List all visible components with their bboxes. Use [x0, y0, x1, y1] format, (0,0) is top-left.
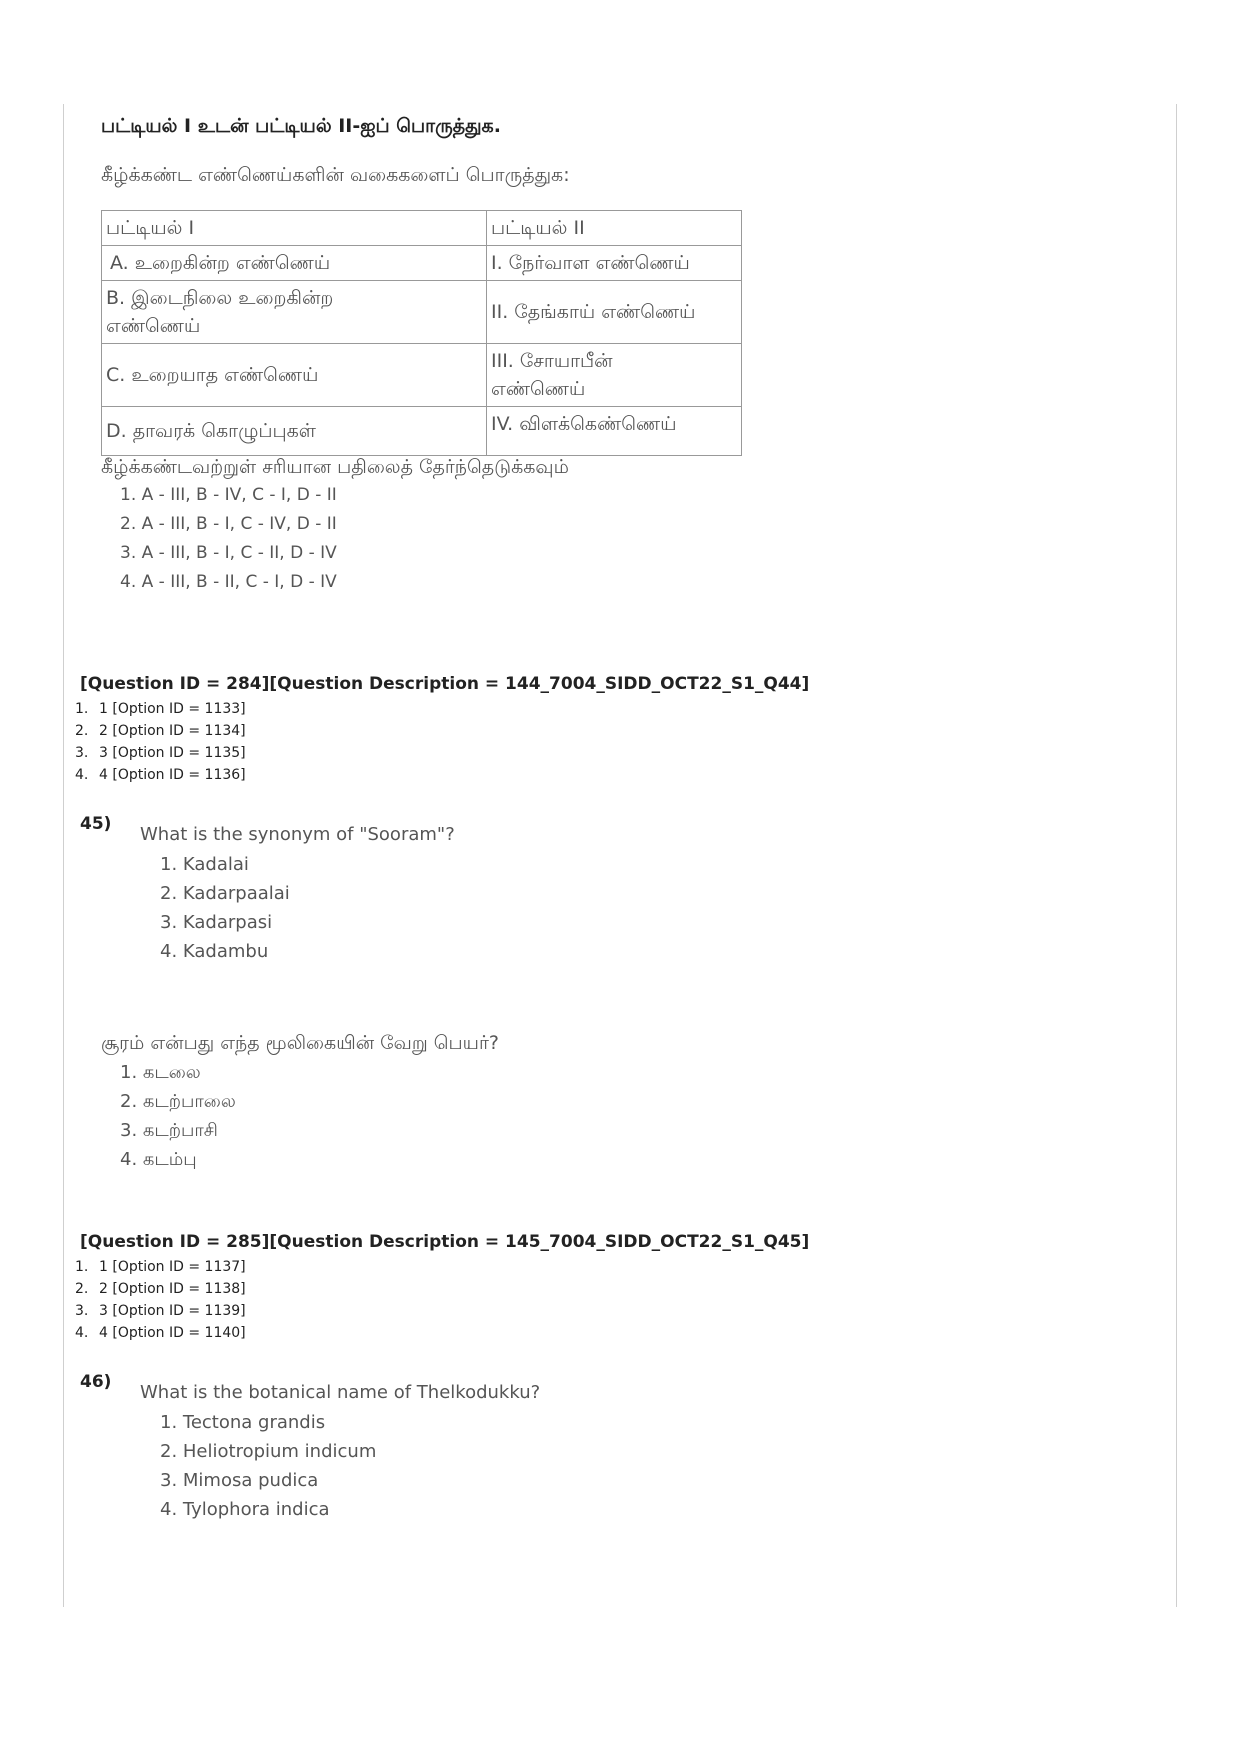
table-cell: [102, 281, 487, 344]
question-instruction: கீழ்க்கண்டவற்றுள் சரியான பதிலைத் தேர்ந்தெடுக்கவும்: [101, 456, 569, 478]
question-meta-title: [Question ID = 284][Question Description = 144_7004_SIDD_OCT22_S1_Q44]: [80, 674, 810, 694]
table-cell: D. தாவரக் கொழுப்புகள்: [102, 407, 487, 456]
option-id-item: [75, 720, 809, 742]
table-cell: [487, 344, 742, 407]
answer-choice: 1. கடலை: [120, 1062, 201, 1083]
option-id-text: 3 [Option ID = 1139]: [99, 1303, 246, 1319]
table-header-cell: பட்டியல் II: [487, 211, 742, 246]
table-header-cell: பட்டியல் I: [102, 211, 487, 246]
answer-choice: 1. Tectona grandis: [160, 1412, 326, 1433]
right-margin-line: [1176, 104, 1177, 1607]
option-number: 4.: [75, 767, 89, 783]
question-meta: [75, 1228, 810, 1344]
answer-choices: [120, 481, 337, 597]
table-cell: I. நேர்வாள எண்ணெய்: [487, 246, 742, 281]
answer-choice: 2. Kadarpaalai: [160, 883, 290, 904]
answer-choice: 3. A - III, B - I, C - II, D - IV: [120, 543, 337, 563]
option-number: 3.: [75, 745, 89, 761]
answer-choice: 4. Tylophora indica: [160, 1499, 330, 1520]
option-id-text: 4 [Option ID = 1140]: [99, 1325, 246, 1341]
table-row: [102, 407, 742, 456]
option-number: 1.: [75, 1259, 89, 1275]
option-id-text: 2 [Option ID = 1134]: [99, 723, 246, 739]
option-id-item: [75, 764, 809, 786]
option-number: 4.: [75, 1325, 89, 1341]
option-id-item: [75, 698, 809, 720]
table-row: [102, 344, 742, 407]
option-id-text: 1 [Option ID = 1133]: [99, 701, 246, 717]
question-heading: பட்டியல் I உடன் பட்டியல் II-ஐப் பொருத்துக.: [101, 115, 501, 137]
answer-choice: 2. Heliotropium indicum: [160, 1441, 377, 1462]
option-id-text: 1 [Option ID = 1137]: [99, 1259, 246, 1275]
answer-choice: 3. Mimosa pudica: [160, 1470, 319, 1491]
option-number: 2.: [75, 1281, 89, 1297]
left-margin-line: [63, 104, 64, 1607]
option-id-list: [75, 1256, 809, 1344]
answer-choices-en: [160, 850, 290, 966]
option-id-item: [75, 1278, 809, 1300]
option-id-item: [75, 742, 809, 764]
option-id-text: 3 [Option ID = 1135]: [99, 745, 246, 761]
table-row: [102, 281, 742, 344]
answer-choice: 4. கடம்பு: [120, 1149, 197, 1170]
option-id-list: [75, 698, 809, 786]
question-text-en: What is the synonym of "Sooram"?: [140, 824, 455, 845]
table-cell: A. உறைகின்ற எண்ணெய்: [102, 246, 487, 281]
option-id-item: [75, 1300, 809, 1322]
match-table: [101, 210, 742, 456]
answer-choice: 1. Kadalai: [160, 854, 249, 875]
answer-choice: 3. கடற்பாசி: [120, 1120, 218, 1141]
table-cell: II. தேங்காய் எண்ணெய்: [487, 281, 742, 344]
table-row: [102, 246, 742, 281]
option-id-item: [75, 1322, 809, 1344]
table-header-row: [102, 211, 742, 246]
option-number: 3.: [75, 1303, 89, 1319]
question-number: 46): [80, 1372, 112, 1392]
question-text-en: What is the botanical name of Thelkodukku?: [140, 1382, 541, 1403]
answer-choices-ta: [120, 1058, 236, 1174]
option-number: 2.: [75, 723, 89, 739]
table-cell: IV. விளக்கெண்ணெய்: [487, 407, 742, 456]
option-id-text: 2 [Option ID = 1138]: [99, 1281, 246, 1297]
option-id-text: 4 [Option ID = 1136]: [99, 767, 246, 783]
question-prompt: கீழ்க்கண்ட எண்ணெய்களின் வகைகளைப் பொருத்துக:: [101, 164, 570, 186]
option-number: 1.: [75, 701, 89, 717]
answer-choice: 3. Kadarpasi: [160, 912, 273, 933]
question-meta: [75, 670, 810, 786]
answer-choices-en: [160, 1408, 376, 1524]
answer-choice: 1. A - III, B - IV, C - I, D - II: [120, 485, 337, 505]
table-cell: C. உறையாத எண்ணெய்: [102, 344, 487, 407]
question-number: 45): [80, 814, 112, 834]
answer-choice: 4. Kadambu: [160, 941, 269, 962]
table-cell-text: III. சோயாபீன் எண்ணெய்: [491, 350, 613, 400]
option-id-item: [75, 1256, 809, 1278]
answer-choice: 2. கடற்பாலை: [120, 1091, 236, 1112]
answer-choice: 4. A - III, B - II, C - I, D - IV: [120, 572, 337, 592]
question-meta-title: [Question ID = 285][Question Description = 145_7004_SIDD_OCT22_S1_Q45]: [80, 1232, 810, 1252]
table-cell-text: B. இடைநிலை உறைகின்ற எண்ணெய்: [106, 287, 334, 337]
question-text-ta: சூரம் என்பது எந்த மூலிகையின் வேறு பெயர்?: [101, 1032, 499, 1054]
answer-choice: 2. A - III, B - I, C - IV, D - II: [120, 514, 337, 534]
